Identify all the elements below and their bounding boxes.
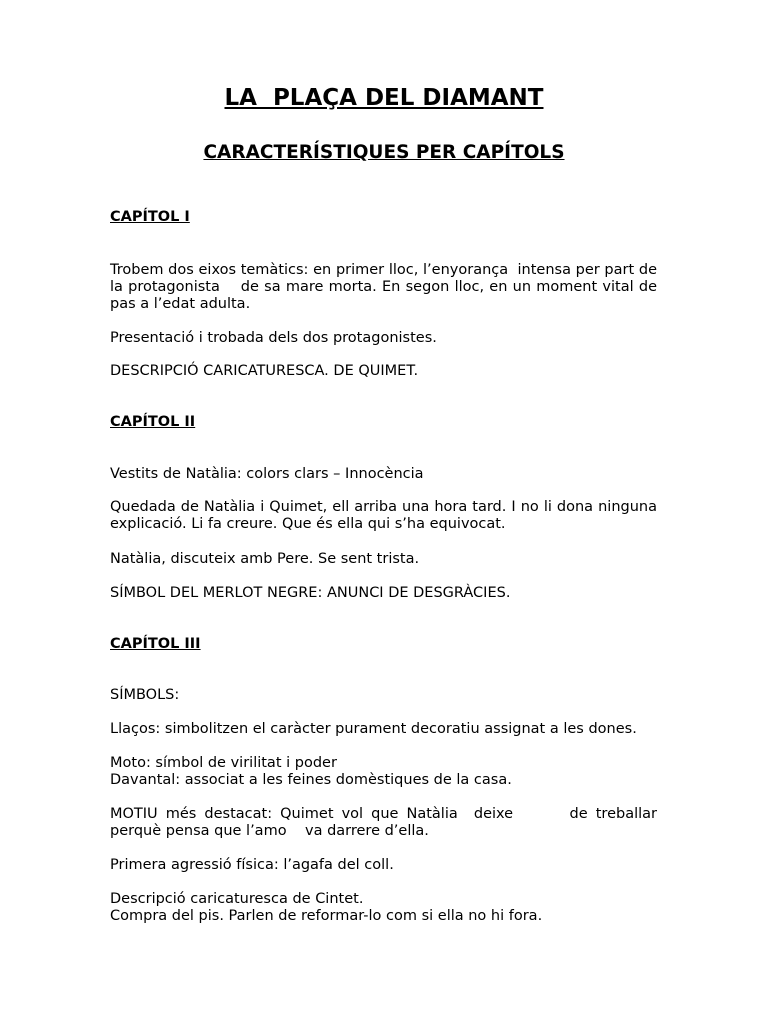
- chapter-2-paragraph-3: Natàlia, discuteix amb Pere. Se sent trista.: [110, 551, 420, 567]
- document-title: LA PLAÇA DEL DIAMANT: [224, 85, 544, 111]
- chapter-2-paragraph-1: Vestits de Natàlia: colors clars – Innocència: [110, 466, 424, 482]
- chapter-3-paragraph-2: Llaços: simbolitzen el caràcter purament decoratiu assignat a les dones.: [110, 721, 637, 737]
- chapter-3-paragraph-3: Moto: símbol de virilitat i poder: [110, 755, 337, 771]
- chapter-2-paragraph-2: Quedada de Natàlia i Quimet, ell arriba una hora tard. I no li dona ninguna explicació. Li fa creure. Que és ella qui s’ha equivocat.: [110, 499, 662, 532]
- chapter-3-paragraph-4: Davantal: associat a les feines domèstiques de la casa.: [110, 772, 512, 788]
- chapter-1-paragraph-3: DESCRIPCIÓ CARICATURESCA. DE QUIMET.: [110, 363, 419, 379]
- chapter-3-paragraph-1: SÍMBOLS:: [110, 687, 180, 703]
- chapter-3-paragraph-7: Descripció caricaturesca de Cintet.: [110, 891, 364, 907]
- chapter-3-heading: CAPÍTOL III: [110, 636, 201, 652]
- chapter-2-paragraph-4: SÍMBOL DEL MERLOT NEGRE: ANUNCI DE DESGRÀCIES.: [110, 585, 511, 601]
- chapter-1-paragraph-1: Trobem dos eixos temàtics: en primer lloc, l’enyorança intensa per part de la protagonista de sa mare morta. En segon lloc, en un moment vital de pas a l’edat adulta.: [110, 262, 662, 312]
- chapter-3-paragraph-6: Primera agressió física: l’agafa del coll.: [110, 857, 394, 873]
- chapter-2-heading: CAPÍTOL II: [110, 414, 196, 430]
- document-subtitle: CARACTERÍSTIQUES PER CAPÍTOLS: [203, 142, 565, 163]
- chapter-1-paragraph-2: Presentació i trobada dels dos protagonistes.: [110, 330, 437, 346]
- chapter-3-paragraph-5: MOTIU més destacat: Quimet vol que Natàlia deixe de treballar perquè pensa que l’amo va darrere d’ella.: [110, 806, 662, 839]
- chapter-3-paragraph-8: Compra del pis. Parlen de reformar-lo com si ella no hi fora.: [110, 908, 543, 924]
- chapter-1-heading: CAPÍTOL I: [110, 209, 190, 225]
